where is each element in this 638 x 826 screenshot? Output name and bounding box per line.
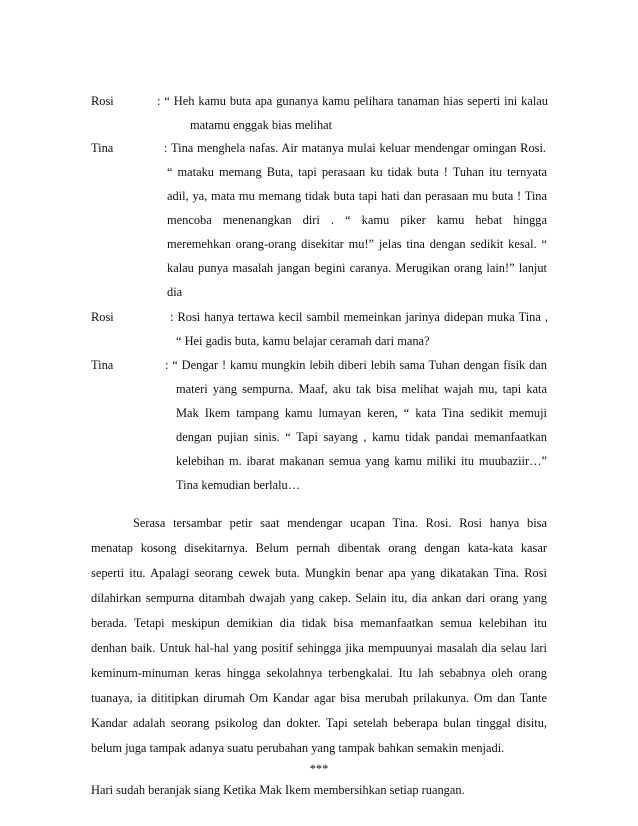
dialogue-line: matamu enggak bias melihat	[190, 118, 333, 132]
dialogue-line: kalau punya masalah jangan begini caranya. Merugikan orang lain!” lanjut	[167, 261, 547, 275]
speaker-name: Tina	[91, 358, 114, 372]
dialogue-line: mencoba menenangkan diri . “ kamu piker kamu hebat hingga	[167, 213, 547, 227]
speaker-name: Rosi	[91, 310, 114, 324]
speaker-name: Rosi	[91, 94, 114, 108]
dialogue-line: Tina kemudian berlalu…	[176, 478, 301, 492]
dialogue-line: materi yang sempurna. Maaf, aku tak bisa melihat wajah mu, tapi kata	[176, 382, 547, 396]
paragraph-line: belum juga tampak adanya suatu perubahan yang tampak bahkan semakin menjadi.	[91, 741, 505, 755]
dialogue-line: kelebihan m. ibarat makanan semua yang kamu miliki itu muubaziir…”	[176, 454, 547, 468]
paragraph-line: tuanaya, ia dititipkan dirumah Om Kandar agar bisa merubah prilakunya. Om dan Tante	[91, 691, 547, 705]
scene-separator: ***	[309, 762, 329, 776]
dialogue-line: : “ Heh kamu buta apa gunanya kamu pelihara tanaman hias seperti ini kalau	[157, 94, 548, 108]
dialogue-line: “ Hei gadis buta, kamu belajar ceramah dari mana?	[176, 334, 430, 348]
paragraph-line: dilahirkan sempurna ditambah dwajah yang cakep. Selain itu, dia ankan dari orang yang	[91, 591, 547, 605]
dialogue-line: dia	[167, 285, 183, 299]
dialogue-line: Mak Ikem tampang kamu lumayan keren, “ kata Tina sedikit memuji	[176, 406, 547, 420]
paragraph-line: Kandar adalah seorang psikolog dan dokter. Tapi setelah beberapa bulan tinggal disitu,	[91, 716, 547, 730]
paragraph-line: Serasa tersambar petir saat mendengar ucapan Tina. Rosi. Rosi hanya bisa	[133, 516, 547, 530]
dialogue-line: adil, ya, mata mu memang tidak buta tapi hati dan perasaan mu buta ! Tina	[167, 189, 547, 203]
paragraph-line: seperti itu. Apalagi seorang cewek buta. Mungkin benar apa yang dikatakan Tina. Rosi	[91, 566, 547, 580]
dialogue-line: : “ Dengar ! kamu mungkin lebih diberi lebih sama Tuhan dengan fisik dan	[165, 358, 547, 372]
dialogue-line: “ mataku memang Buta, tapi perasaan ku tidak buta ! Tuhan itu ternyata	[167, 165, 547, 179]
dialogue-line: : Rosi hanya tertawa kecil sambil memeinkan jarinya didepan muka Tina ,	[170, 310, 548, 324]
speaker-name: Tina	[91, 141, 114, 155]
closing-line: Hari sudah beranjak siang Ketika Mak Ikem membersihkan setiap ruangan.	[91, 783, 465, 797]
dialogue-line: dengan pujian sinis. “ Tapi sayang , kamu tidak pandai memanfaatkan	[176, 430, 547, 444]
dialogue-line: : Tina menghela nafas. Air matanya mulai keluar mendengar omingan Rosi.	[164, 141, 546, 155]
paragraph-line: keminum-minuman keras hingga sekolahnya terbengkalai. Itu lah sebabnya oleh orang	[91, 666, 547, 680]
paragraph-line: berada. Tetapi meskipun demikian dia tidak bisa memanfaatkan semua kelebihan itu	[91, 616, 547, 630]
paragraph-line: denhan baik. Untuk hal-hal yang positif sehingga jika mempuunyai masalah dia selau lari	[91, 641, 547, 655]
dialogue-line: meremehkan orang-orang disekitar mu!” jelas tina dengan sedikit kesal. “	[167, 237, 547, 251]
paragraph-line: menatap kosong disekitarnya. Belum pernah dibentak orang dengan kata-kata kasar	[91, 541, 547, 555]
